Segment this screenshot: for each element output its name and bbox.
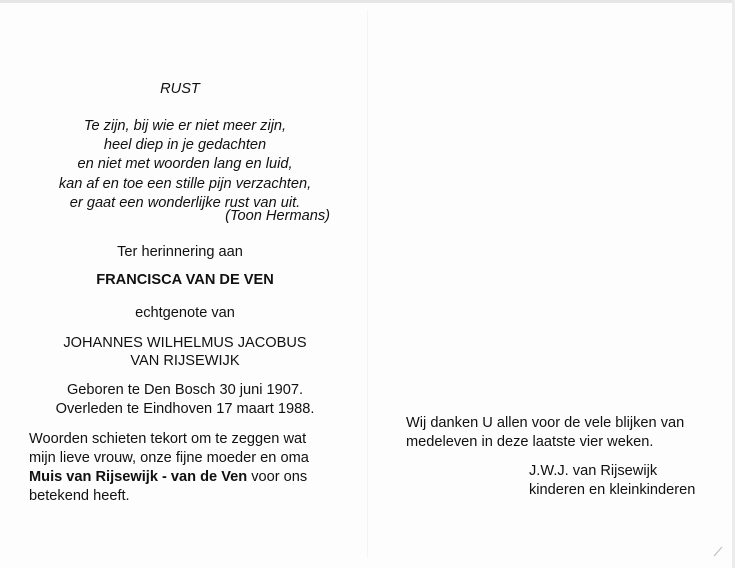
- birth-date: Geboren te Den Bosch 30 juni 1907.: [66, 382, 304, 398]
- poem-line: kan af en toe een stille pijn verzachten,: [58, 175, 312, 192]
- poem-line: er gaat een wonderlijke rust van uit.: [69, 194, 301, 211]
- poem-author: (Toon Hermans): [225, 208, 330, 224]
- spouse-name-line2: VAN RIJSEWIJK: [130, 352, 240, 369]
- closing-line3: [29, 468, 349, 487]
- thanks-line2: medeleven in deze laatste vier weken.: [406, 434, 654, 450]
- card-fold-line: [367, 10, 368, 558]
- deceased-name: FRANCISCA VAN DE VEN: [96, 272, 274, 288]
- thanks-line1: Wij danken U allen voor de vele blijken van: [406, 415, 685, 431]
- closing-line2: mijn lieve vrouw, onze fijne moeder en oma: [29, 450, 309, 466]
- poem-line: en niet met woorden lang en luid,: [77, 156, 293, 173]
- signature-family: kinderen en kleinkinderen: [529, 481, 696, 498]
- signature-name: J.W.J. van Rijsewijk: [529, 463, 658, 479]
- death-date: Overleden te Eindhoven 17 maart 1988.: [55, 401, 315, 417]
- deceased-nickname: Muis van Rijsewijk - van de Ven: [29, 469, 248, 485]
- poem-line: Te zijn, bij wie er niet meer zijn,: [83, 118, 287, 134]
- corner-mark-icon: [712, 545, 724, 557]
- memorial-intro: Ter herinnering aan: [117, 244, 243, 260]
- closing-line3-suffix: voor ons: [247, 469, 308, 485]
- spouse-name-line1: JOHANNES WILHELMUS JACOBUS: [63, 335, 307, 351]
- closing-line4: betekend heeft.: [29, 488, 130, 504]
- spouse-name: [30, 335, 340, 370]
- closing-text: [29, 430, 349, 506]
- poem-line: heel diep in je gedachten: [103, 137, 267, 154]
- poem-title: RUST: [160, 81, 200, 97]
- thanks-text: [406, 414, 706, 452]
- poem-text: [40, 117, 330, 213]
- life-dates: [30, 381, 340, 419]
- card-edge-top: [0, 0, 735, 3]
- signature: [529, 462, 719, 499]
- spouse-label: echtgenote van: [135, 305, 235, 321]
- closing-line1: Woorden schieten tekort om te zeggen wat: [29, 431, 307, 447]
